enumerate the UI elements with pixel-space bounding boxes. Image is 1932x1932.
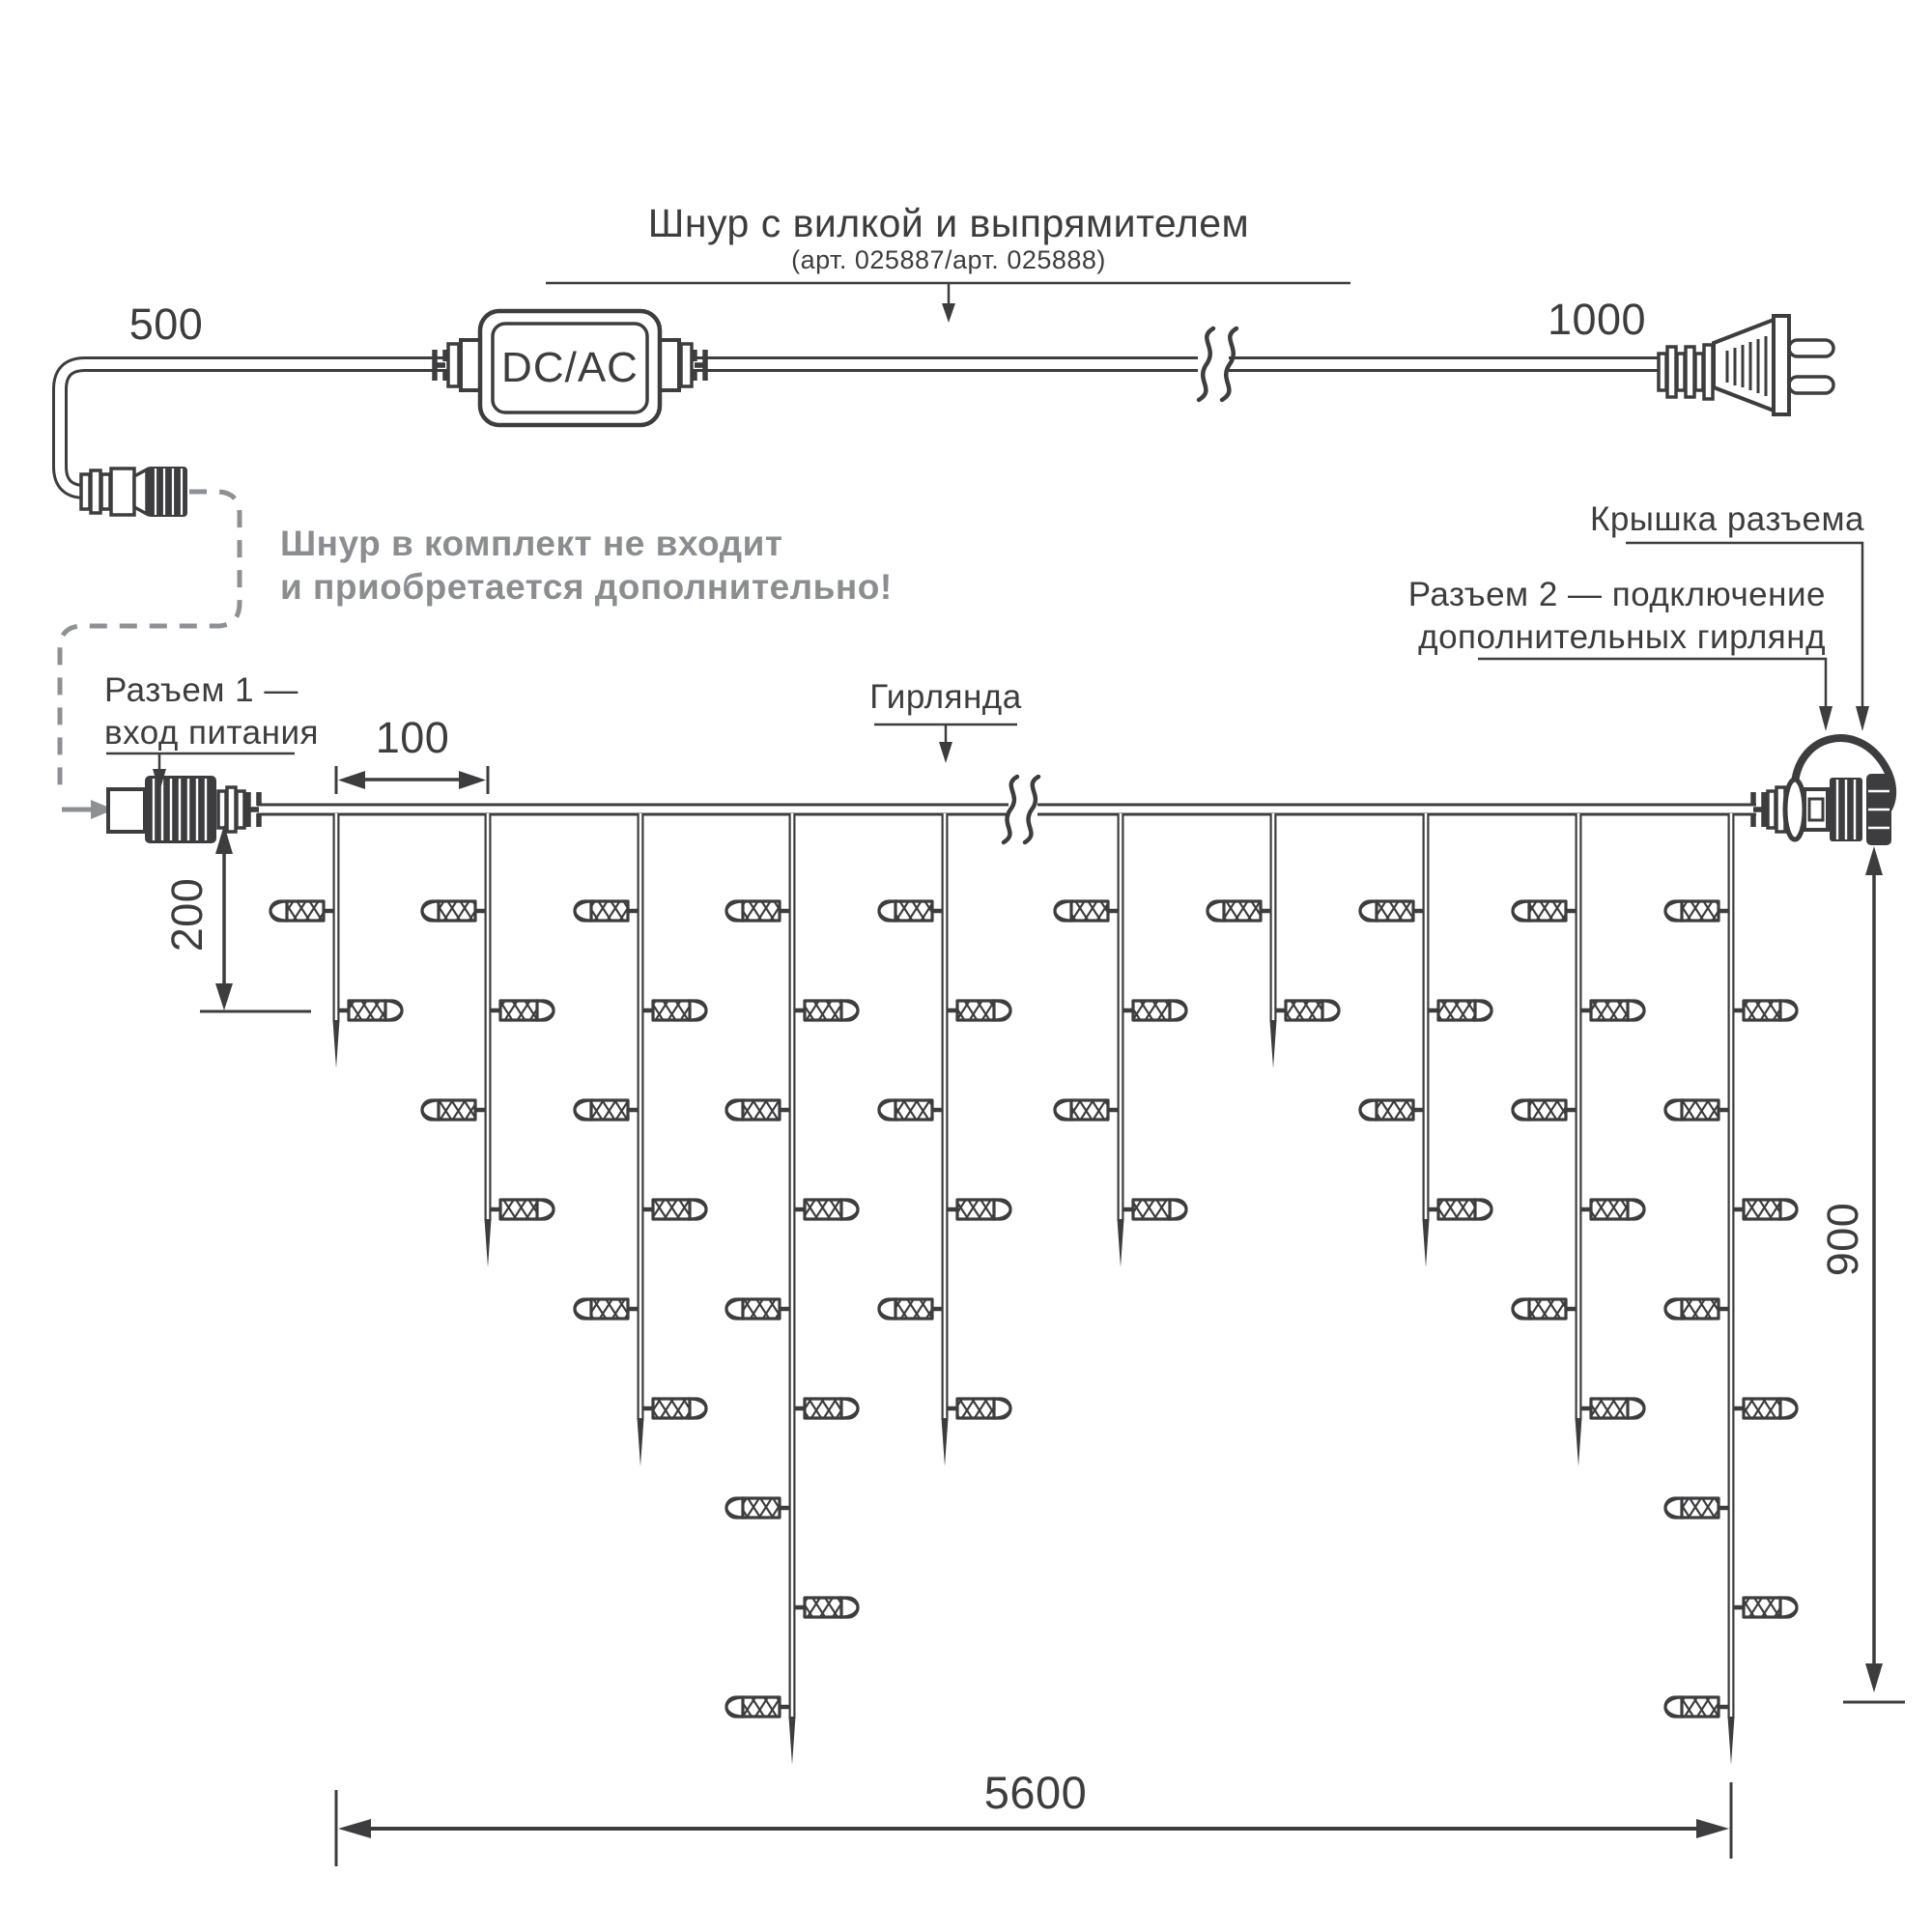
connector-1-icon bbox=[108, 776, 259, 843]
connector-2-icon bbox=[1753, 738, 1892, 845]
drop-tip bbox=[1270, 1020, 1277, 1068]
drop-tip bbox=[1728, 1717, 1735, 1765]
drop-tip bbox=[789, 1717, 796, 1765]
dc-ac-label: DC/AC bbox=[501, 344, 639, 391]
drop-tip bbox=[638, 1418, 644, 1466]
icicle-drops bbox=[270, 813, 1797, 1765]
title-article-numbers: (арт. 025887/арт. 025888) bbox=[791, 245, 1106, 274]
title: Шнур с вилкой и выпрямителем bbox=[647, 201, 1250, 245]
dim-900-label: 900 bbox=[1818, 1202, 1867, 1277]
break-mark-garland bbox=[1004, 777, 1038, 842]
drop-tip bbox=[1423, 1219, 1430, 1267]
dim-100-graphic bbox=[336, 766, 488, 794]
drop-tip bbox=[1118, 1219, 1124, 1267]
connector2-label-line2: дополнительных гирлянд bbox=[1418, 618, 1826, 656]
power-cord bbox=[60, 364, 1667, 492]
connector1-label-line2: вход питания bbox=[104, 714, 319, 752]
dim-1000-label: 1000 bbox=[1547, 295, 1647, 344]
drop-tip bbox=[942, 1418, 949, 1466]
connector-cap-icon bbox=[1866, 774, 1891, 845]
note-line2: и приобретается дополнительно! bbox=[280, 567, 893, 607]
garland-label: Гирлянда bbox=[869, 678, 1022, 716]
dim-5600-label: 5600 bbox=[983, 1767, 1088, 1818]
cord-connector-icon bbox=[81, 467, 187, 517]
drop-tip bbox=[333, 1020, 340, 1068]
drop-tip bbox=[485, 1219, 492, 1267]
drop-tip bbox=[1576, 1418, 1582, 1466]
connector2-label-line1: Разъем 2 — подключение bbox=[1407, 576, 1826, 613]
cord-route-dashed bbox=[60, 492, 240, 819]
break-mark-cord bbox=[1199, 328, 1236, 400]
cap-label: Крышка разъема bbox=[1589, 500, 1864, 538]
dim-200-label: 200 bbox=[162, 877, 212, 952]
plug-icon bbox=[1659, 316, 1833, 414]
dim-100-label: 100 bbox=[375, 713, 450, 762]
note-line1: Шнур в комплект не входит bbox=[280, 524, 783, 563]
connector1-label-line1: Разъем 1 — bbox=[104, 671, 298, 709]
dim-500-label: 500 bbox=[128, 299, 204, 349]
